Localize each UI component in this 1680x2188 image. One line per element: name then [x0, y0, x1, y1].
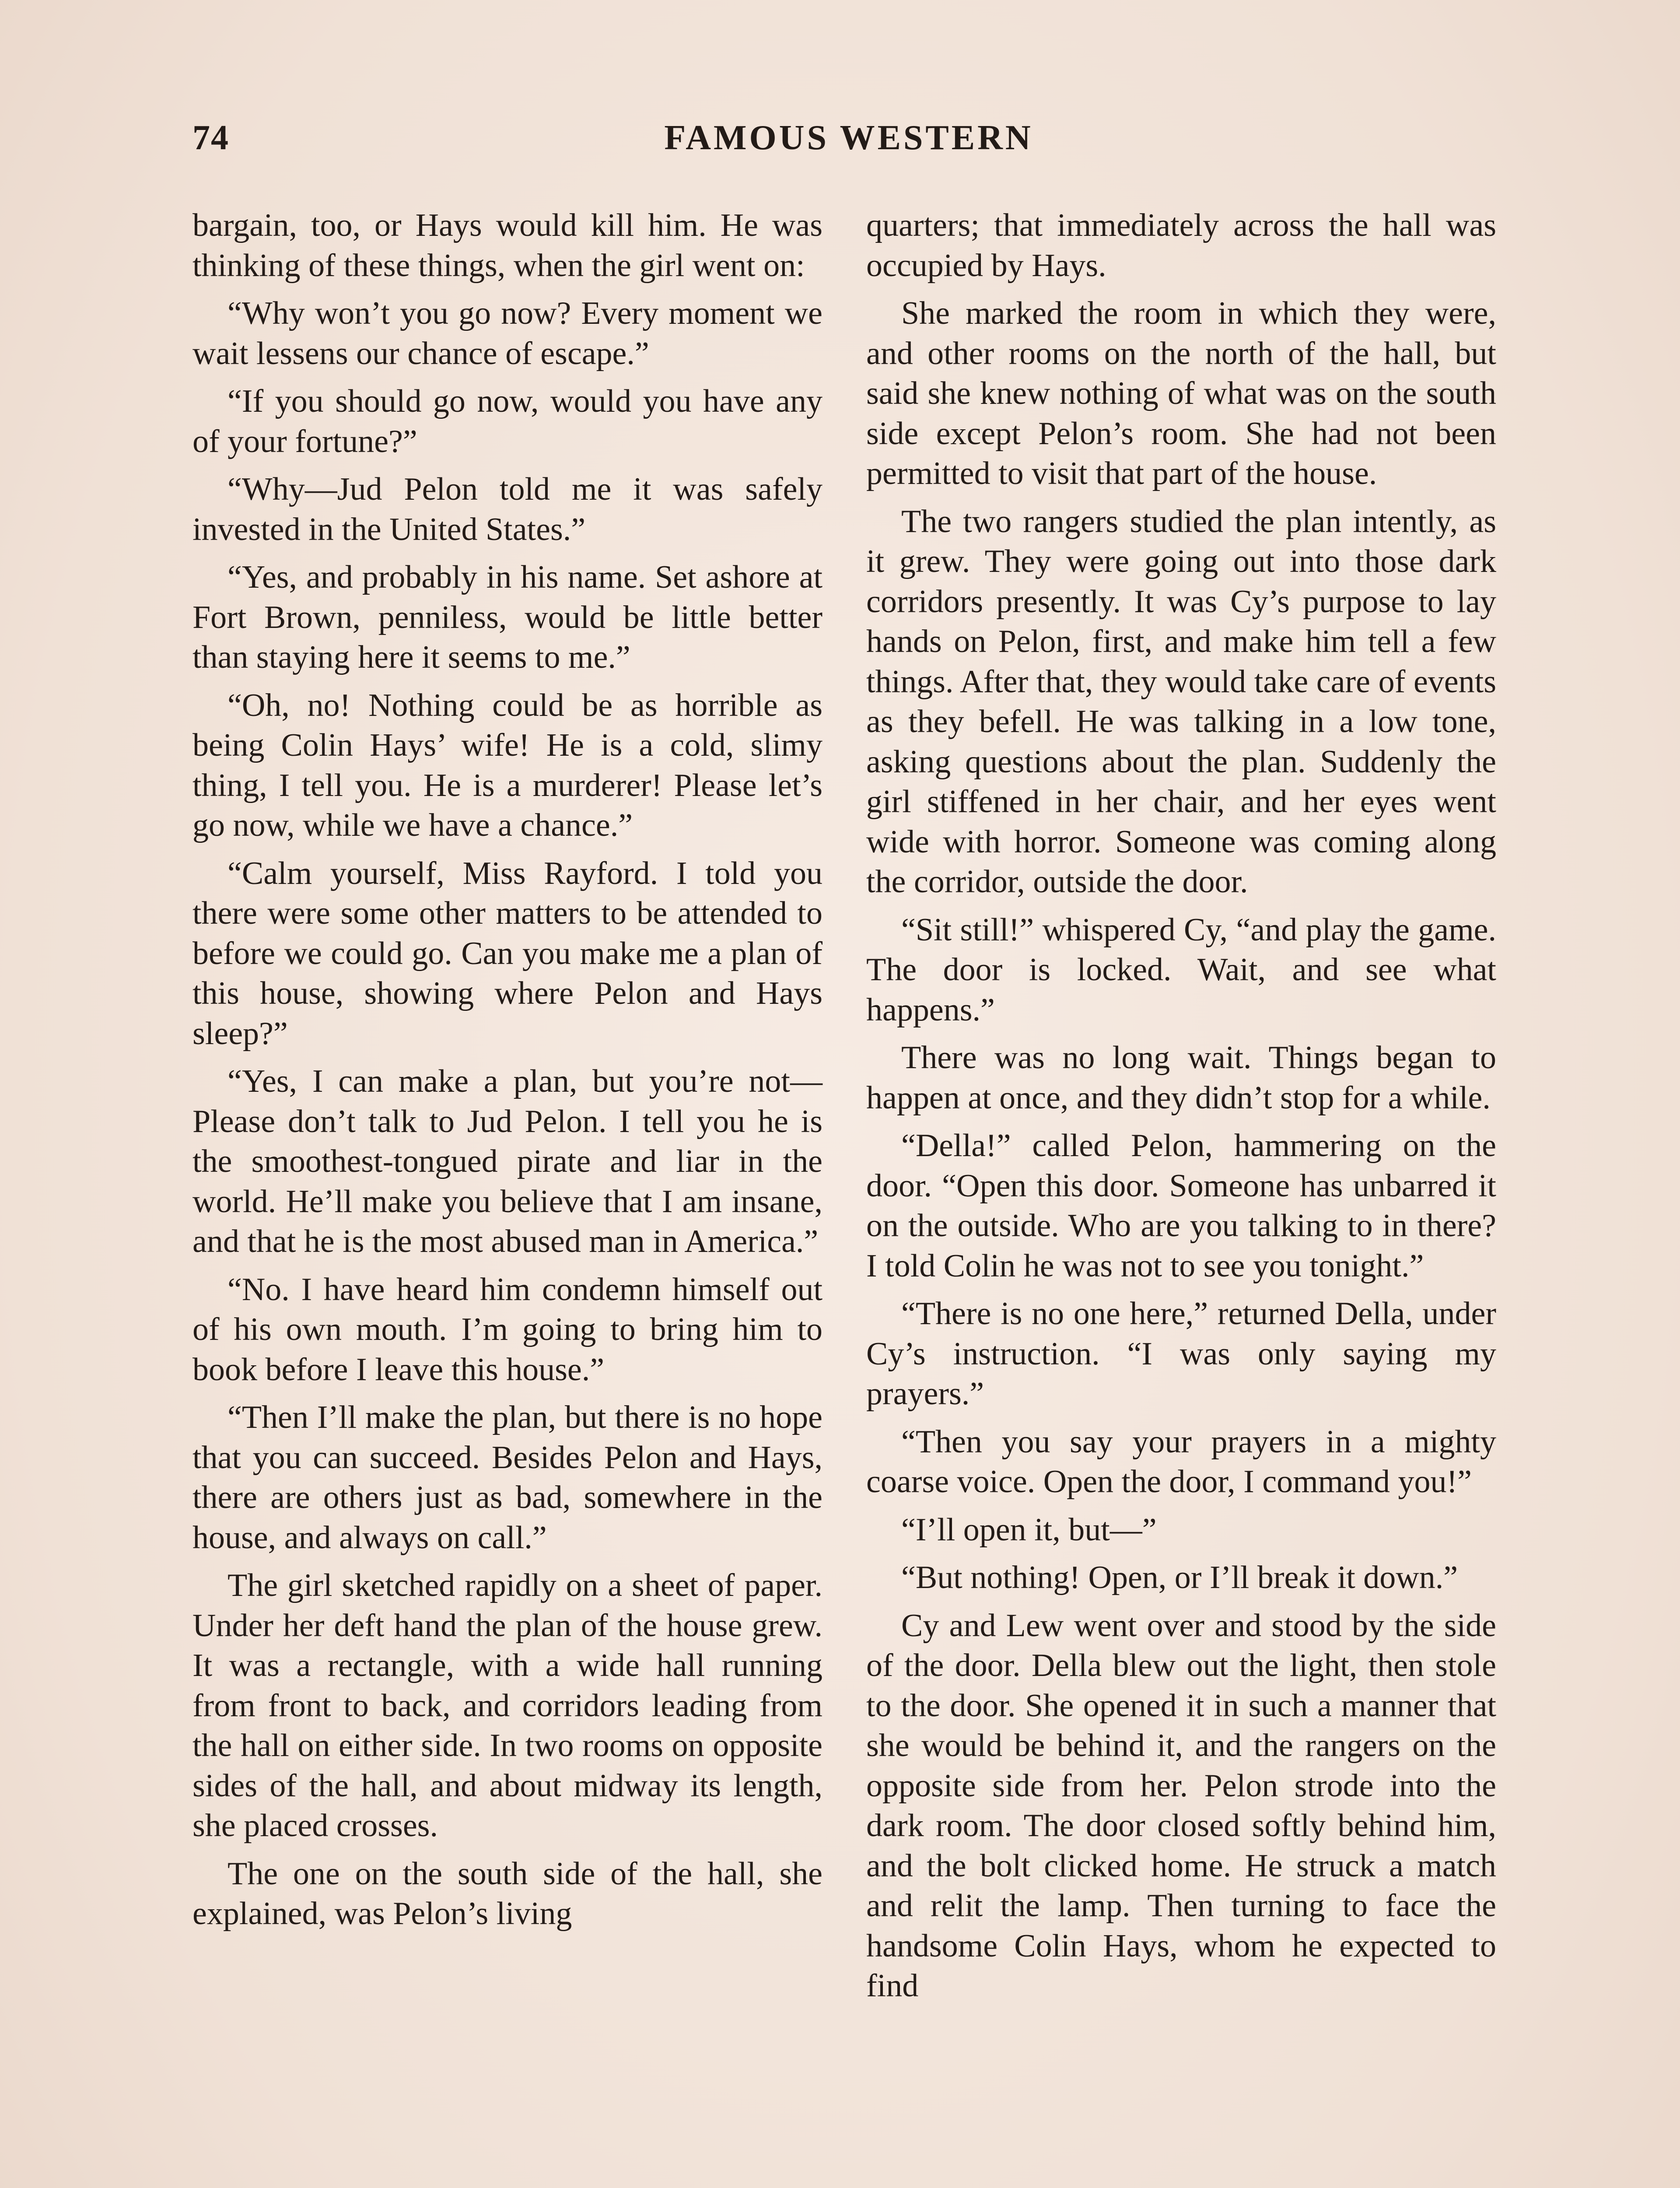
page-number: 74 [192, 119, 229, 157]
paragraph: Cy and Lew went over and stood by the side of the door. Della blew out the light, then stole to the door. She opened it in such a manner that she would be behind it, and the rangers on the opposite side from her. Pelon strode into the dark room. The door closed softly behind him, and the bolt clicked home. He struck a match and relit the lamp. Then turning to face the handsome Colin Hays, whom he expected to find [866, 1607, 1496, 2004]
paragraph: “Sit still!” whispered Cy, “and play the game. The door is locked. Wait, and see what happens.” [866, 912, 1496, 1028]
paragraph: “Yes, and probably in his name. Set ashore at Fort Brown, penniless, would be little better than staying here it seems to me.” [192, 559, 822, 675]
paragraph: The one on the south side of the hall, she explained, was Pelon’s living [192, 1855, 822, 1932]
paragraph: “But nothing! Open, or I’ll break it down.” [901, 1560, 1458, 1595]
paragraph: “Why won’t you go now? Every moment we wait lessens our chance of escape.” [192, 295, 822, 372]
paragraph: bargain, too, or Hays would kill him. He was thinking of these things, when the girl went on: [192, 207, 822, 284]
paragraph: The two rangers studied the plan intently, as it grew. They were going out into those dark corridors presently. It was Cy’s purpose to lay hands on Pelon, first, and make him tell a few things. After that, they would take care of events as they befell. He was talking in a low tone, asking questions about the plan. Suddenly the girl stiffened in her chair, and her eyes went wide with horror. Someone was coming along the corridor, outside the door. [866, 503, 1496, 900]
paragraph: “Yes, I can make a plan, but you’re not— Please don’t talk to Jud Pelon. I tell you he is the smoothest-tongued pirate and liar in the world. He’ll make you believe that I am insane, and that he is the most abused man in America.” [192, 1063, 822, 1259]
page-header [192, 118, 1505, 171]
right-column [866, 206, 1496, 2014]
paragraph: “Then you say your prayers in a mighty coarse voice. Open the door, I command you!” [866, 1424, 1496, 1500]
paragraph: “I’ll open it, but—” [901, 1511, 1157, 1548]
left-column [192, 206, 822, 1942]
paragraph: She marked the room in which they were, and other rooms on the north of the hall, but said she knew nothing of what was on the south side except Pelon’s room. She had not been permitted to visit that part of the house. [866, 295, 1496, 491]
paragraph: “Oh, no! Nothing could be as horrible as being Colin Hays’ wife! He is a cold, slimy thing, I tell you. He is a murderer! Please let’s go now, while we have a chance.” [192, 687, 822, 843]
paragraph: “There is no one here,” returned Della, under Cy’s instruction. “I was only saying my prayers.” [866, 1296, 1496, 1412]
paragraph: The girl sketched rapidly on a sheet of paper. Under her deft hand the plan of the house grew. It was a rectangle, with a wide hall running from front to back, and corridors leading from the hall on either side. In two rooms on opposite sides of the hall, and about midway its length, she placed crosses. [192, 1567, 822, 1844]
paragraph: “If you should go now, would you have any of your fortune?” [192, 383, 822, 459]
paragraph: quarters; that immediately across the hall was occupied by Hays. [866, 207, 1496, 284]
paragraph: “Then I’ll make the plan, but there is no hope that you can succeed. Besides Pelon and Hays, there are others just as bad, somewhere in the house, and always on call.” [192, 1399, 822, 1556]
paragraph: “Why—Jud Pelon told me it was safely invested in the United States.” [192, 471, 822, 547]
paragraph: “Della!” called Pelon, hammering on the door. “Open this door. Someone has unbarred it on the outside. Who are you talking to in there? I told Colin he was not to see you tonight.” [866, 1128, 1496, 1284]
running-head: FAMOUS WESTERN [664, 119, 1033, 157]
paragraph: “No. I have heard him condemn himself out of his own mouth. I’m going to bring him to book before I leave this house.” [192, 1271, 822, 1388]
paragraph: There was no long wait. Things began to happen at once, and they didn’t stop for a while. [866, 1040, 1496, 1116]
paragraph: “Calm yourself, Miss Rayford. I told you there were some other matters to be attended to before we could go. Can you make me a plan of this house, showing where Pelon and Hays sleep?” [192, 855, 822, 1052]
